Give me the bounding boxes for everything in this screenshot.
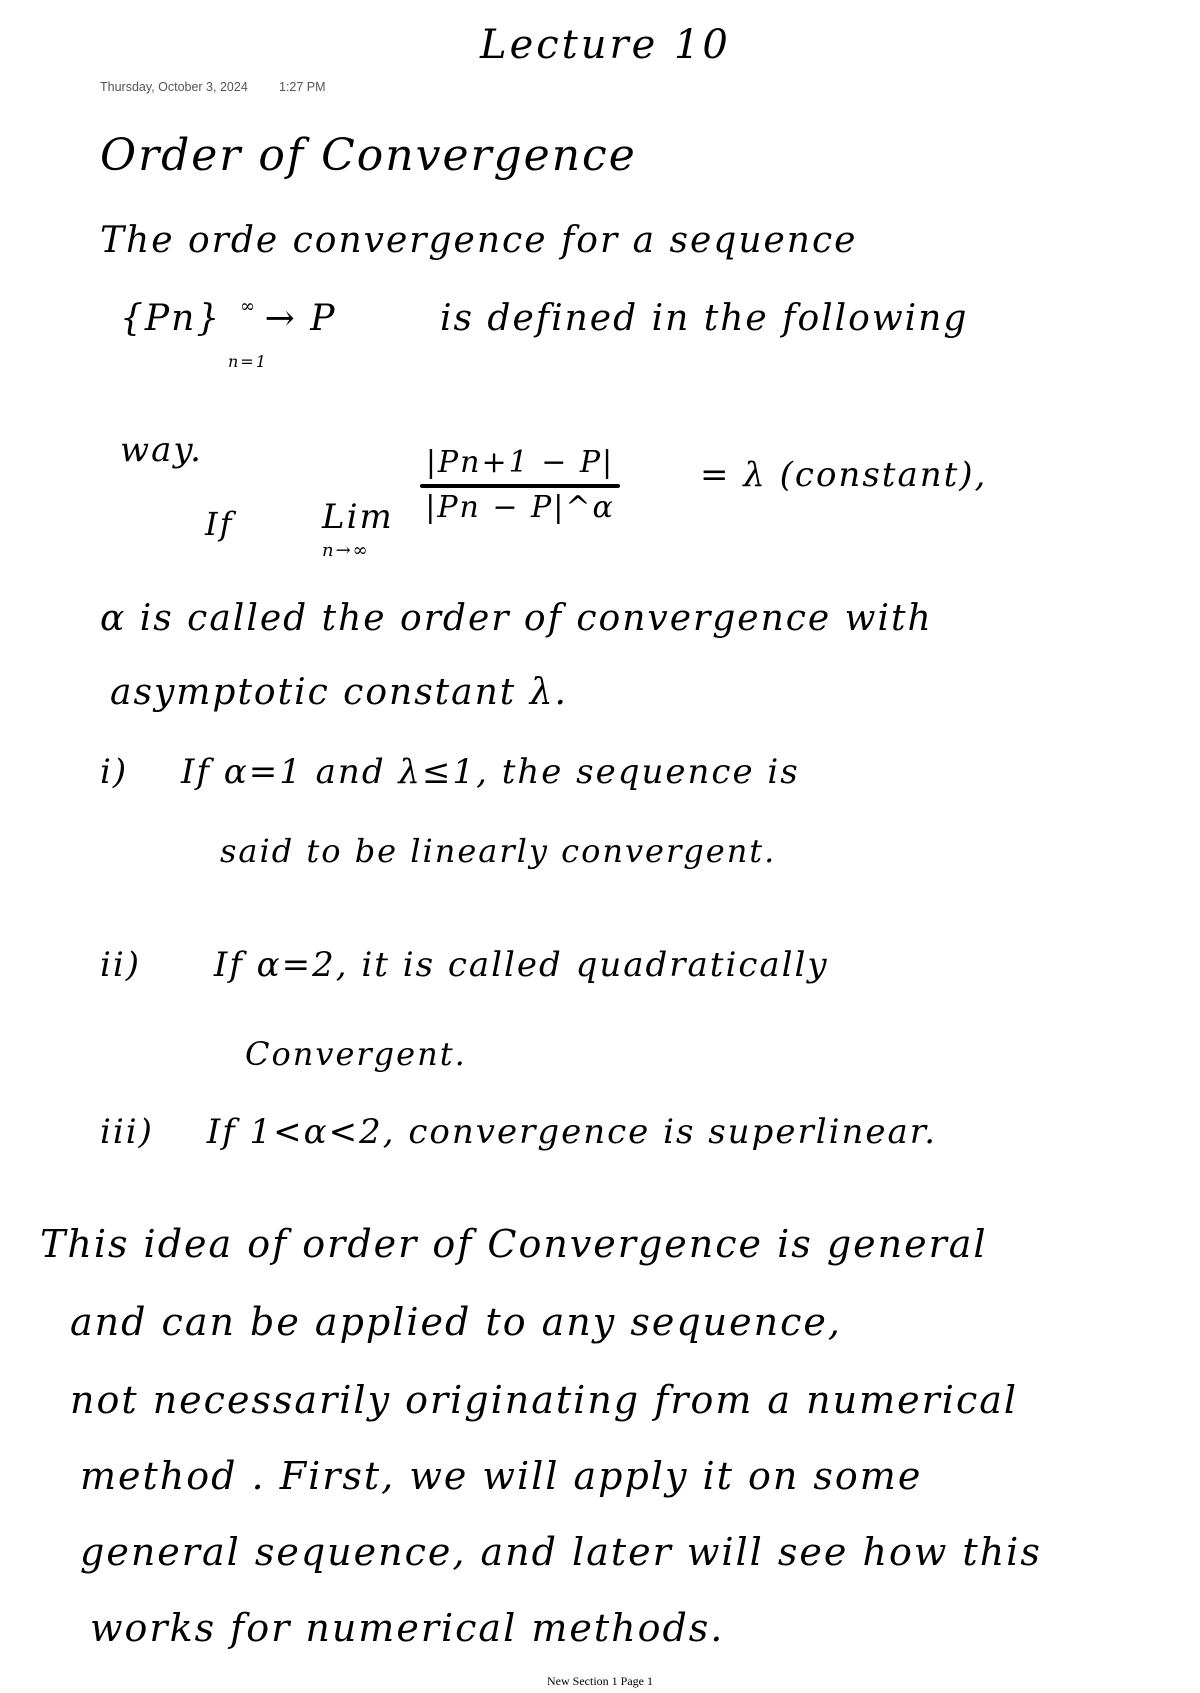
section-heading: Order of Convergence [100,130,637,181]
intro-line-1: The orde convergence for a sequence [100,220,858,261]
explanation-line-1: α is called the order of convergence with [100,598,933,639]
case-text: If α=1 and λ≤1, the sequence is [180,752,800,792]
limit-subscript: n→∞ [322,540,370,561]
limit-word: Lim [322,497,394,537]
fraction-numerator: |Pn+1 − P| [425,445,615,480]
case-text: If 1<α<2, convergence is superlinear. [206,1112,938,1152]
explanation-line-2: asymptotic constant λ. [110,672,568,713]
case-1-continuation: said to be linearly convergent. [220,832,777,870]
fraction-denominator: |Pn − P|^α [425,490,615,525]
paragraph-line-4: method . First, we will apply it on some [80,1454,923,1498]
sequence-arrow: → P [264,298,337,339]
paragraph-line-1: This idea of order of Convergence is general [40,1222,988,1266]
limit-fraction [420,445,620,525]
case-label: ii) [100,945,142,985]
paragraph-line-3: not necessarily originating from a numerical [70,1378,1019,1422]
sequence-superscript: ∞ [240,296,257,317]
page-title: Lecture 10 [480,22,731,68]
case-text: If α=2, it is called quadratically [213,945,829,985]
sequence-symbol: {Pn} [120,298,222,339]
note-date: Thursday, October 3, 2024 [100,80,248,94]
paragraph-line-2: and can be applied to any sequence, [70,1300,842,1344]
case-2-continuation: Convergent. [245,1035,467,1073]
note-time: 1:27 PM [279,80,326,94]
paragraph-line-5: general sequence, and later will see how this [80,1530,1042,1574]
case-label: i) [100,752,129,792]
case-2 [100,945,829,985]
definition-if: If [205,505,234,543]
case-label: iii) [100,1112,154,1152]
fraction-bar [420,484,620,488]
intro-line-3: way. [120,430,203,470]
limit-equals: = λ (constant), [700,455,988,495]
case-1 [100,752,800,792]
sequence-notation [120,298,337,339]
sequence-subscript: n=1 [228,352,268,371]
paragraph-line-6: works for numerical methods. [90,1606,725,1650]
intro-line-2: is defined in the following [440,298,969,339]
case-3 [100,1112,937,1152]
page-footer: New Section 1 Page 1 [547,1674,653,1688]
